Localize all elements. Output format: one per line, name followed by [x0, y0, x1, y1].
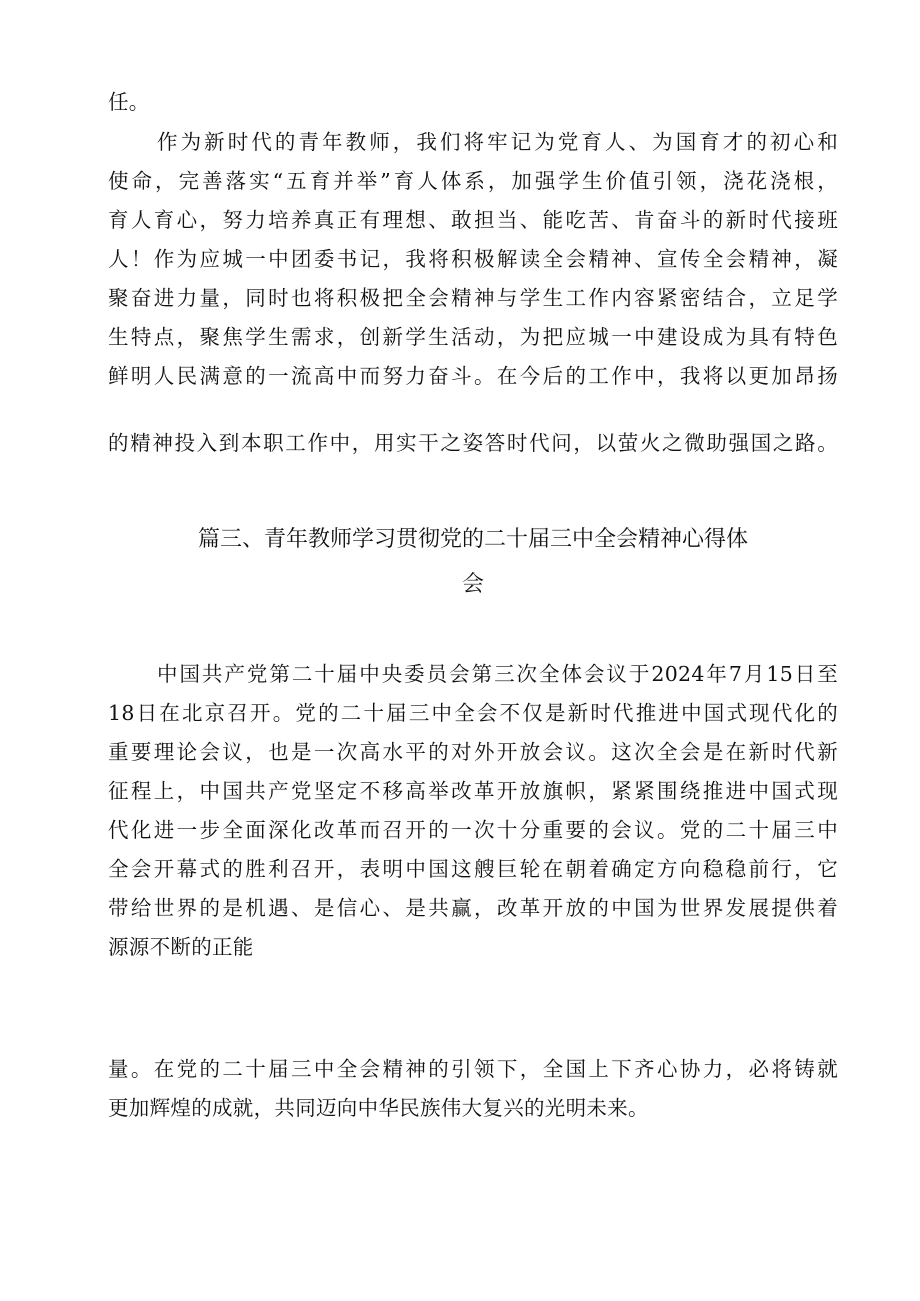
- paragraph-line: 量。在党的二十届三中全会精神的引领下，全国上下齐心协力，必将铸就: [108, 1057, 838, 1081]
- paragraph-line: 生特点，聚焦学生需求，创新学生活动，为把应城一中建设成为具有特色: [108, 325, 838, 349]
- paragraph-line: 聚奋进力量，同时也将积极把全会精神与学生工作内容紧密结合，立足学: [108, 286, 838, 310]
- paragraph-line: 代化进一步全面深化改革而召开的一次十分重要的会议。党的二十届三中: [108, 818, 838, 842]
- paragraph-line: 全会开幕式的胜利召开，表明中国这艘巨轮在朝着确定方向稳稳前行，它: [108, 857, 838, 881]
- section-title: 篇三、青年教师学习贯彻党的二十届三中全会精神心得体: [197, 527, 748, 552]
- paragraph-line: 使命，完善落实“五育并举”育人体系，加强学生价值引领，浇花浇根，: [108, 169, 838, 193]
- paragraph-line: 更加辉煌的成就，共同迈向中华民族伟大复兴的光明未来。: [108, 1096, 649, 1120]
- section-title-continued: 会: [461, 572, 484, 597]
- paragraph-line: 重要理论会议，也是一次高水平的对外开放会议。这次全会是在新时代新: [108, 740, 838, 764]
- paragraph-line: 作为新时代的青年教师，我们将牢记为党育人、为国育才的初心和: [157, 130, 838, 154]
- paragraph-line: 18日在北京召开。党的二十届三中全会不仅是新时代推进中国式现代化的: [108, 701, 838, 725]
- fragment-top: 任。: [108, 90, 150, 114]
- paragraph-line: 的精神投入到本职工作中，用实干之姿答时代问，以萤火之微助强国之路。: [108, 431, 838, 455]
- paragraph-line: 带给世界的是机遇、是信心、是共赢，改革开放的中国为世界发展提供着: [108, 896, 838, 920]
- paragraph-line: 源源不断的正能: [108, 935, 254, 959]
- paragraph-line: 征程上，中国共产党坚定不移高举改革开放旗帜，紧紧围绕推进中国式现: [108, 779, 838, 803]
- paragraph-line: 鲜明人民满意的一流高中而努力奋斗。在今后的工作中，我将以更加昂扬: [108, 364, 838, 388]
- paragraph-line: 人！作为应城一中团委书记，我将积极解读全会精神、宣传全会精神，凝: [108, 247, 838, 271]
- paragraph-line: 育人育心，努力培养真正有理想、敢担当、能吃苦、肯奋斗的新时代接班: [108, 208, 838, 232]
- paragraph-line: 中国共产党第二十届中央委员会第三次全体会议于2024年7月15日至: [157, 662, 838, 686]
